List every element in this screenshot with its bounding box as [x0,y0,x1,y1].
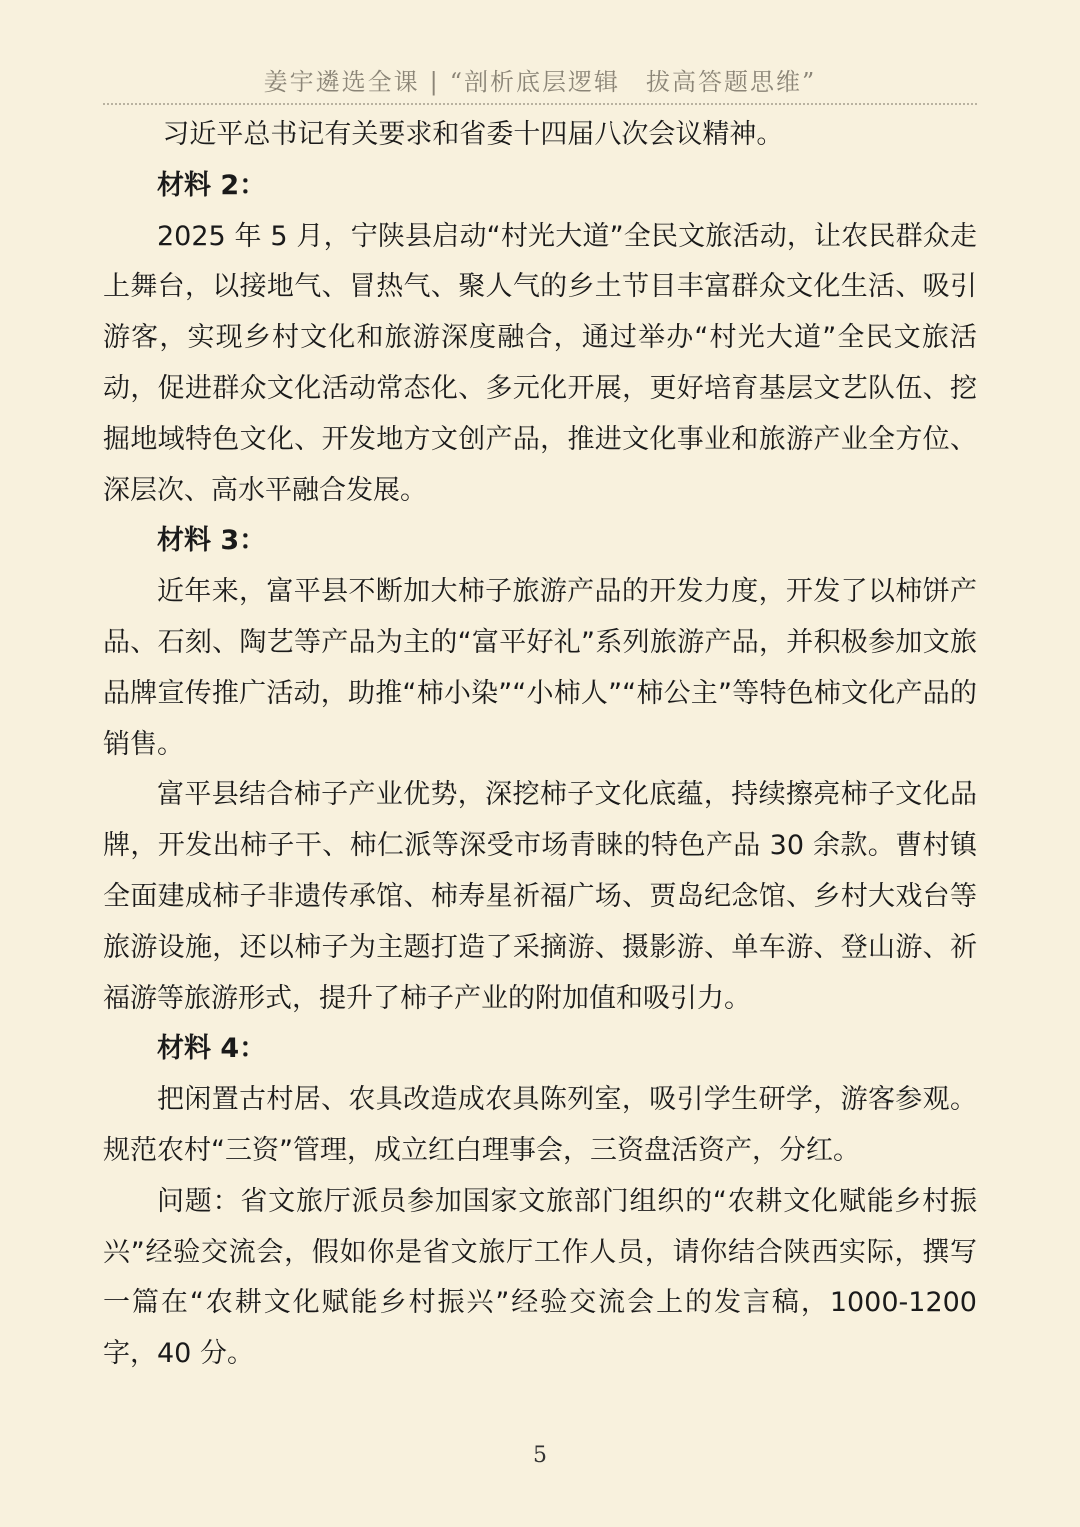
material-2-text: 2025 年 5 月，宁陕县启动“村光大道”全民文旅活动，让农民群众走上舞台，以接地气、冒热气、聚人气的乡土节目丰富群众文化生活、吸引游客，实现乡村文化和旅游深度融合，通过举办“村光大道”全民文旅活动，促进群众文化活动常态化、多元化开展，更好培育基层文艺队伍、挖掘地域特色文化、开发地方文创产品，推进文化事业和旅游产业全方位、深层次、高水平融合发展。 [103,220,977,506]
header-slogan-part2: 拔高答题思维” [646,68,817,96]
header-slogan-part1: “剖析底层逻辑 [449,68,621,96]
material-3-text-1: 近年来，富平县不断加大柿子旅游产品的开发力度，开发了以柿饼产品、石刻、陶艺等产品为主的“富平好礼”系列旅游产品，并积极参加文旅品牌宣传推广活动，助推“柿小染”“小柿人”“柿公主”等特色柿文化产品的销售。 [103,576,977,760]
question-text: 问题：省文旅厅派员参加国家文旅部门组织的“农耕文化赋能乡村振兴”经验交流会，假如你是省文旅厅工作人员，请你结合陕西实际，撰写一篇在“农耕文化赋能乡村振兴”经验交流会上的发言稿，1000-1200 字，40 分。 [103,1185,977,1370]
document-body [103,110,977,1380]
header-dotted-divider [103,103,977,105]
page-number: 5 [533,1443,547,1468]
material-2-heading: 材料 2： [157,169,267,201]
header-course-name: 姜宇遴选全课 [263,68,420,96]
material-3-heading: 材料 3： [157,525,267,557]
paragraph-continuation: 习近平总书记有关要求和省委十四届八次会议精神。 [162,119,784,150]
material-3-text-2: 富平县结合柿子产业优势，深挖柿子文化底蕴，持续擦亮柿子文化品牌，开发出柿子干、柿仁派等深受市场青睐的特色产品 30 余款。曹村镇全面建成柿子非遗传承馆、柿寿星祈福广场、贾岛纪念馆、乡村大戏台等旅游设施，还以柿子为主题打造了采摘游、摄影游、单车游、登山游、祈福游等旅游形式，提升了柿子产业的附加值和吸引力。 [103,779,977,1014]
material-4-text: 把闲置古村居、农具改造成农具陈列室，吸引学生研学，游客参观。规范农村“三资”管理，成立红白理事会，三资盘活资产，分红。 [103,1084,977,1166]
header-separator: | [429,68,440,96]
page-header [103,62,977,97]
material-4-heading: 材料 4： [157,1033,267,1065]
